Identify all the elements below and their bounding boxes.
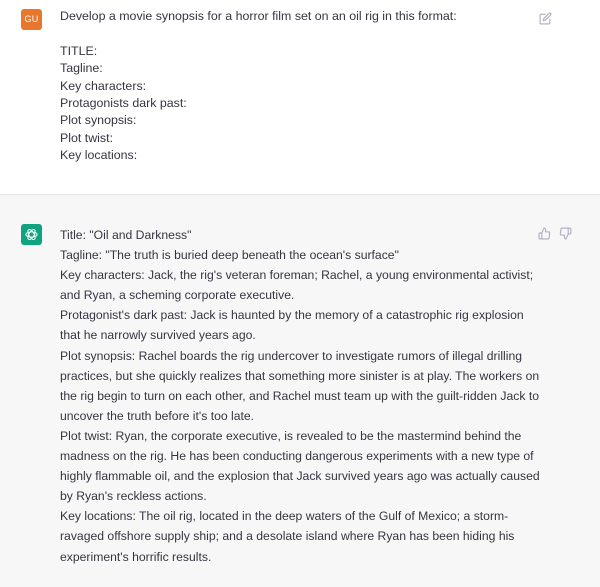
user-avatar: GU — [21, 9, 42, 30]
assistant-message-line: madness on the rig. He has been conducting dangerous experiments with a new type of — [60, 449, 534, 464]
user-message-line: Protagonists dark past: — [60, 96, 187, 111]
assistant-message-line: ravaged offshore supply ship; and a desolate island where Ryan has been hiding his — [60, 529, 515, 544]
user-message-text — [60, 8, 520, 165]
assistant-message-line: Key locations: The oil rig, located in the deep waters of the Gulf of Mexico; a storm- — [60, 509, 509, 524]
user-message — [0, 0, 600, 195]
assistant-message-line: Protagonist's dark past: Jack is haunted by the memory of a catastrophic rig explosion — [60, 308, 524, 323]
assistant-message-line: Plot twist: Ryan, the corporate executive, is revealed to be the mastermind behind the — [60, 428, 522, 443]
user-message-line: Key locations: — [60, 148, 138, 163]
thumbs-down-icon[interactable] — [558, 226, 572, 240]
assistant-message-line: highly flammable oil, and the explosion that Jack survived years ago was actually caused — [60, 469, 540, 484]
assistant-message-line: experiment's horrific results. — [60, 549, 212, 564]
assistant-message-line: Title: "Oil and Darkness" — [60, 228, 192, 242]
assistant-message-line: and Ryan, a scheming corporate executive. — [60, 288, 295, 303]
user-message-line: Develop a movie synopsis for a horror film set on an oil rig in this format: — [60, 9, 457, 23]
user-message-line: Key characters: — [60, 78, 147, 93]
user-message-line: Plot twist: — [60, 130, 114, 145]
assistant-message-text — [60, 225, 540, 567]
assistant-message-line: that he narrowly survived years ago. — [60, 328, 256, 343]
openai-logo-icon — [21, 224, 42, 245]
assistant-message-line: by Ryan's reckless actions. — [60, 489, 207, 504]
assistant-message-line: practices, but she quickly realizes that something more sinister is at play. The workers on — [60, 368, 540, 383]
thumbs-up-icon[interactable] — [537, 226, 551, 240]
user-message-line — [60, 25, 520, 42]
assistant-message-line: Plot synopsis: Rachel boards the rig undercover to investigate rumors of illegal drilling — [60, 348, 523, 363]
assistant-message-line: the rig begin to turn on each other, and Rachel must team up with the guilt-ridden Jack to — [60, 388, 539, 403]
assistant-message-line: Tagline: "The truth is buried deep beneath the ocean's surface" — [60, 248, 399, 263]
user-message-line: TITLE: — [60, 43, 98, 58]
assistant-message — [0, 195, 600, 587]
assistant-message-line: Key characters: Jack, the rig's veteran foreman; Rachel, a young environmental activist; — [60, 268, 534, 283]
user-message-line: Plot synopsis: — [60, 113, 137, 128]
assistant-message-line: uncover the truth before it's too late. — [60, 408, 255, 423]
edit-icon[interactable] — [538, 11, 552, 25]
user-message-line: Tagline: — [60, 61, 103, 76]
